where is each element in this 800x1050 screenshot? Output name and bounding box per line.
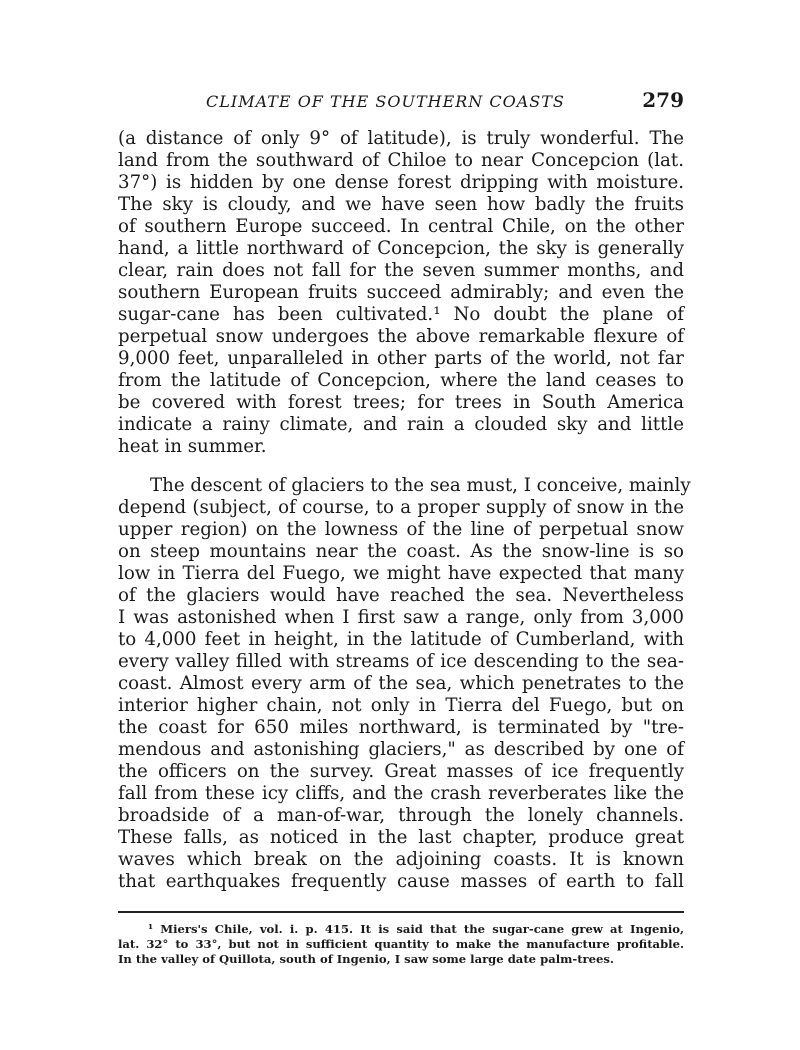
footnote-line: ¹ Miers's Chile, vol. i. p. 415. It is said that the sugar-cane grew at Ingenio, — [148, 922, 684, 936]
body-line: low in Tierra del Fuego, we might have expected that many — [118, 563, 684, 584]
page-header — [118, 88, 684, 118]
body-line: clear, rain does not fall for the seven summer months, and — [118, 260, 684, 281]
body-line: fall from these icy cliffs, and the crash reverberates like the — [118, 783, 684, 804]
body-line: 9,000 feet, unparalleled in other parts of the world, not far — [118, 348, 684, 369]
body-line: of southern Europe succeed. In central Chile, on the other — [118, 216, 684, 237]
body-line: The sky is cloudy, and we have seen how badly the fruits — [118, 194, 684, 215]
body-line: land from the southward of Chiloe to near Concepcion (lat. — [118, 150, 684, 171]
body-line: that earthquakes frequently cause masses of earth to fall — [118, 871, 684, 892]
body-line: upper region) on the lowness of the line of perpetual snow — [118, 519, 684, 540]
body-line: the coast for 650 miles northward, is terminated by "tre- — [118, 717, 684, 738]
body-line: hand, a little northward of Concepcion, the sky is generally — [118, 238, 684, 259]
footnote-rule — [118, 911, 684, 913]
body-line: sugar-cane has been cultivated.¹ No doubt the plane of — [118, 304, 684, 325]
body-line: of the glaciers would have reached the sea. Nevertheless — [118, 585, 684, 606]
footnote-line: In the valley of Quillota, south of Ingenio, I saw some large date palm-trees. — [118, 952, 614, 966]
body-line: waves which break on the adjoining coasts. It is known — [118, 849, 684, 870]
body-line: indicate a rainy climate, and rain a clouded sky and little — [118, 414, 684, 435]
body-line: coast. Almost every arm of the sea, which penetrates to the — [118, 673, 684, 694]
body-line: southern European fruits succeed admirably; and even the — [118, 282, 684, 303]
body-line: interior higher chain, not only in Tierra del Fuego, but on — [118, 695, 684, 716]
body-line: the officers on the survey. Great masses of ice frequently — [118, 761, 684, 782]
body-line: These falls, as noticed in the last chapter, produce great — [118, 827, 684, 848]
body-line: 37°) is hidden by one dense forest dripping with moisture. — [118, 172, 684, 193]
body-line: on steep mountains near the coast. As the snow-line is so — [118, 541, 684, 562]
footnote-line: lat. 32° to 33°, but not in sufficient quantity to make the manufacture profitable. — [118, 937, 684, 951]
body-line: I was astonished when I first saw a range, only from 3,000 — [118, 607, 684, 628]
body-line: to 4,000 feet in height, in the latitude of Cumberland, with — [118, 629, 684, 650]
running-title: CLIMATE OF THE SOUTHERN COASTS — [206, 92, 565, 111]
body-line: (a distance of only 9° of latitude), is truly wonderful. The — [118, 128, 684, 149]
page-number: 279 — [642, 88, 684, 112]
body-line: depend (subject, of course, to a proper supply of snow in the — [118, 497, 684, 518]
body-line: broadside of a man-of-war, through the lonely channels. — [118, 805, 684, 826]
body-line: every valley filled with streams of ice descending to the sea- — [118, 651, 684, 672]
body-line: heat in summer. — [118, 436, 267, 457]
body-line: The descent of glaciers to the sea must, I conceive, mainly — [150, 475, 691, 496]
body-line: be covered with forest trees; for trees in South America — [118, 392, 684, 413]
body-line: from the latitude of Concepcion, where the land ceases to — [118, 370, 684, 391]
body-line: mendous and astonishing glaciers," as described by one of — [118, 739, 684, 760]
body-line: perpetual snow undergoes the above remarkable flexure of — [118, 326, 684, 347]
